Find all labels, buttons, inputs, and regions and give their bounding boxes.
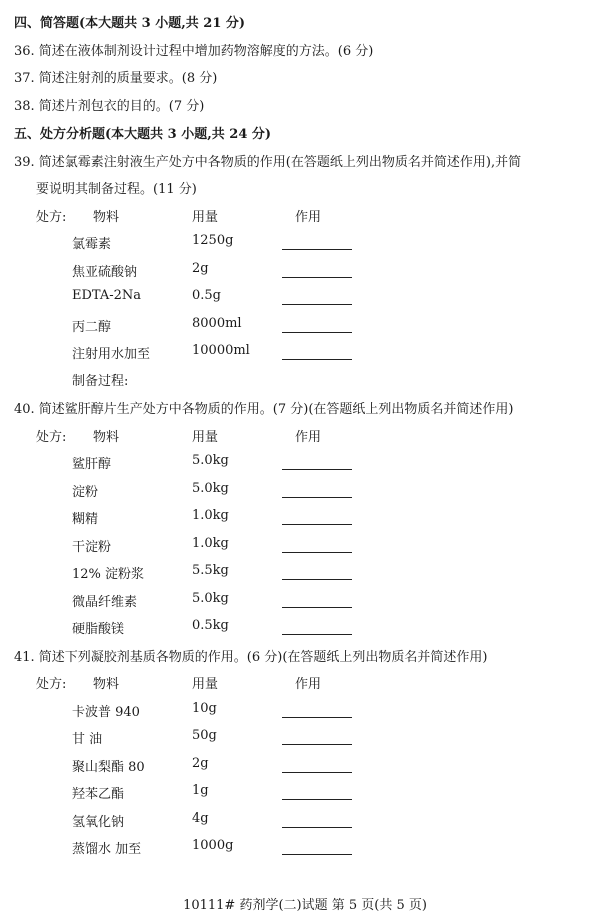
material-amount: 50g — [192, 728, 217, 743]
material-amount: 1.0kg — [192, 536, 229, 551]
answer-blank — [282, 358, 352, 360]
q39-amount-header: 用量 — [192, 210, 219, 225]
question-39-line2: 要说明其制备过程。(11 分) — [36, 182, 197, 197]
answer-blank — [282, 578, 352, 580]
q41-role-header: 作用 — [295, 677, 322, 692]
page-footer: 10111# 药剂学(二)试题 第 5 页(共 5 页) — [183, 898, 427, 913]
material-amount: 5.0kg — [192, 481, 229, 496]
q39-process-label: 制备过程: — [72, 374, 129, 389]
answer-blank — [282, 771, 352, 773]
question-40-line1: 40. 简述鲨肝醇片生产处方中各物质的作用。(7 分)(在答题纸上列出物质名并简述作用) — [14, 402, 514, 417]
answer-blank — [282, 853, 352, 855]
material-amount: 0.5kg — [192, 618, 229, 633]
material-amount: 10g — [192, 701, 217, 716]
material-amount: 1g — [192, 783, 209, 798]
q39-rx-label: 处方: — [36, 210, 67, 225]
q41-material-header: 物料 — [93, 677, 120, 692]
q41-row — [0, 756, 610, 774]
answer-blank — [282, 468, 352, 470]
answer-blank — [282, 523, 352, 525]
q40-role-header: 作用 — [295, 430, 322, 445]
question-38: 38. 简述片剂包衣的目的。(7 分) — [14, 99, 205, 114]
material-name: 干淀粉 — [72, 540, 112, 555]
answer-blank — [282, 496, 352, 498]
answer-blank — [282, 248, 352, 250]
section-5-heading: 五、处方分析题(本大题共 3 小题,共 24 分) — [14, 127, 272, 142]
material-name: 丙二醇 — [72, 320, 112, 335]
q41-row — [0, 728, 610, 746]
material-name: 氯霉素 — [72, 237, 112, 252]
q40-rx-label: 处方: — [36, 430, 67, 445]
material-name: 硬脂酸镁 — [72, 622, 125, 637]
q40-row — [0, 453, 610, 471]
material-name: 聚山梨酯 80 — [72, 760, 145, 775]
answer-blank — [282, 826, 352, 828]
material-amount: 5.0kg — [192, 591, 229, 606]
material-name: 12% 淀粉浆 — [72, 567, 145, 582]
material-name: 甘 油 — [72, 732, 103, 747]
material-amount: 8000ml — [192, 316, 242, 331]
material-amount: 1250g — [192, 233, 234, 248]
material-amount: 5.0kg — [192, 453, 229, 468]
q40-amount-header: 用量 — [192, 430, 219, 445]
q40-row — [0, 481, 610, 499]
material-name: 注射用水加至 — [72, 347, 151, 362]
material-name: 羟苯乙酯 — [72, 787, 125, 802]
q40-row — [0, 618, 610, 636]
section-4-heading: 四、简答题(本大题共 3 小题,共 21 分) — [14, 16, 246, 31]
material-amount: 0.5g — [192, 288, 221, 303]
question-36: 36. 简述在液体制剂设计过程中增加药物溶解度的方法。(6 分) — [14, 44, 374, 59]
q39-role-header: 作用 — [295, 210, 322, 225]
material-name: 蒸馏水 加至 — [72, 842, 142, 857]
material-amount: 5.5kg — [192, 563, 229, 578]
answer-blank — [282, 743, 352, 745]
material-name: 微晶纤维素 — [72, 595, 138, 610]
q41-amount-header: 用量 — [192, 677, 219, 692]
q40-row — [0, 536, 610, 554]
q41-row — [0, 811, 610, 829]
material-name: 氢氧化钠 — [72, 815, 125, 830]
question-39-line1: 39. 简述氯霉素注射液生产处方中各物质的作用(在答题纸上列出物质名并简述作用),并简 — [14, 155, 522, 170]
material-amount: 1.0kg — [192, 508, 229, 523]
material-amount: 1000g — [192, 838, 234, 853]
material-name: 焦亚硫酸钠 — [72, 265, 138, 280]
answer-blank — [282, 633, 352, 635]
q39-material-header: 物料 — [93, 210, 120, 225]
material-name: 卡波普 940 — [72, 705, 140, 720]
q41-row — [0, 701, 610, 719]
q40-row — [0, 508, 610, 526]
answer-blank — [282, 716, 352, 718]
q41-rx-label: 处方: — [36, 677, 67, 692]
material-name: 糊精 — [72, 512, 99, 527]
answer-blank — [282, 331, 352, 333]
material-amount: 2g — [192, 261, 209, 276]
material-amount: 2g — [192, 756, 209, 771]
q39-row — [0, 316, 610, 334]
answer-blank — [282, 551, 352, 553]
material-name: 鲨肝醇 — [72, 457, 112, 472]
answer-blank — [282, 276, 352, 278]
q39-row — [0, 261, 610, 279]
material-name: EDTA-2Na — [72, 288, 142, 303]
q40-row — [0, 591, 610, 609]
question-41-line1: 41. 简述下列凝胶剂基质各物质的作用。(6 分)(在答题纸上列出物质名并简述作用) — [14, 650, 488, 665]
q39-row — [0, 233, 610, 251]
material-amount: 4g — [192, 811, 209, 826]
q40-row — [0, 563, 610, 581]
material-amount: 10000ml — [192, 343, 250, 358]
question-37: 37. 简述注射剂的质量要求。(8 分) — [14, 71, 218, 86]
answer-blank — [282, 606, 352, 608]
q39-row — [0, 288, 610, 306]
material-name: 淀粉 — [72, 485, 99, 500]
q41-row — [0, 838, 610, 856]
answer-blank — [282, 798, 352, 800]
q39-row — [0, 343, 610, 361]
answer-blank — [282, 303, 352, 305]
q41-row — [0, 783, 610, 801]
q40-material-header: 物料 — [93, 430, 120, 445]
